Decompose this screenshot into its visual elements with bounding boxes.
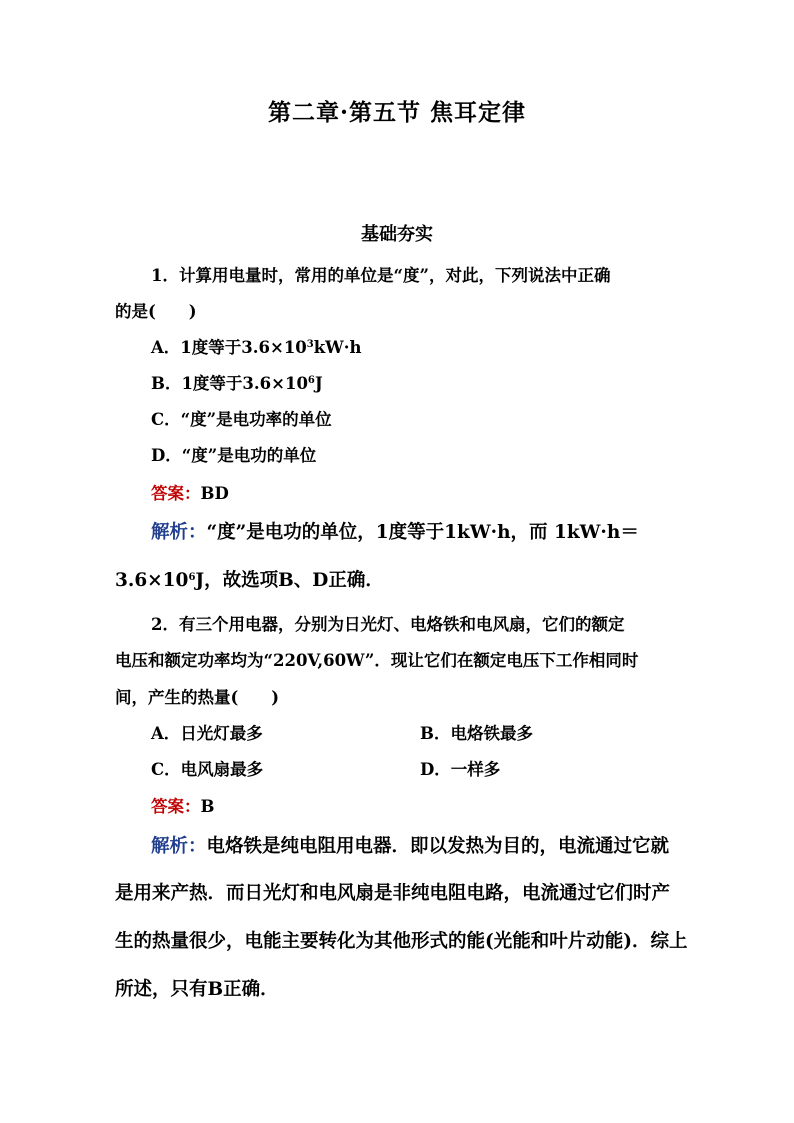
- q1-stem-line1: 1．计算用电量时，常用的单位是“度”，对此，下列说法中正确: [151, 266, 611, 285]
- q2-stem-line1: 2．有三个用电器，分别为日光灯、电烙铁和电风扇，它们的额定: [151, 615, 625, 634]
- q1-option-a-exponent: 3: [306, 339, 314, 350]
- q2-stem-line3: 间，产生的热量( ): [115, 688, 280, 707]
- q1-answer-label: 答案：: [151, 484, 201, 503]
- q2-analysis-label: 解析：: [151, 836, 207, 857]
- q1-option-a-unit: kW·h: [313, 338, 362, 357]
- q1-analysis-line2: [115, 566, 681, 592]
- q1-option-b-exponent: 6: [307, 375, 315, 386]
- q1-option-b-text: B．1度等于3.6×10: [151, 374, 308, 393]
- q1-option-b-unit: J: [314, 374, 323, 393]
- q2-stem-line2: 电压和额定功率均为“220V,60W”．现让它们在额定电压下工作相同时: [115, 651, 639, 670]
- q2-answer-label: 答案：: [151, 797, 201, 816]
- q1-analysis-label: 解析：: [151, 522, 207, 543]
- q1-stem-line2: 的是( ): [115, 302, 197, 321]
- section-heading: 基础夯实: [361, 224, 433, 245]
- q1-analysis-text2-pre: 3.6×10: [115, 570, 189, 591]
- q2-option-d: D．一样多: [420, 760, 501, 779]
- q1-analysis-line1: [151, 518, 681, 544]
- q1-analysis-exponent: 6: [188, 572, 196, 583]
- q2-analysis-line2: 是用来产热．而日光灯和电风扇是非纯电阻电路，电流通过它们时产: [115, 883, 671, 904]
- q1-option-d: D．“度”是电功的单位: [151, 446, 317, 465]
- q1-option-c: C．“度”是电功率的单位: [151, 410, 332, 429]
- q1-analysis-text2-post: J，故选项B、D正确．: [195, 570, 384, 591]
- q1-option-a-text: A．1度等于3.6×10: [151, 338, 307, 357]
- q2-option-b: B．电烙铁最多: [420, 724, 533, 743]
- q1-option-a: [151, 334, 717, 358]
- q2-analysis-line4: 所述，只有B正确．: [115, 979, 279, 1000]
- q2-analysis-line3: 生的热量很少，电能主要转化为其他形式的能(光能和叶片动能)．综上: [115, 931, 688, 952]
- q2-analysis-text1: 电烙铁是纯电阻用电器．即以发热为目的，电流通过它就: [206, 836, 670, 857]
- q2-answer: [151, 793, 717, 817]
- q1-answer-value: BD: [200, 484, 229, 503]
- q2-option-c: C．电风扇最多: [151, 760, 264, 779]
- q1-analysis-text1: “度”是电功的单位，1度等于1kW·h，而 1kW·h＝: [206, 522, 639, 543]
- page-title: 第二章·第五节 焦耳定律: [267, 99, 526, 126]
- q2-analysis-line1: [151, 832, 681, 858]
- q1-option-b: [151, 370, 717, 394]
- q2-answer-value: B: [200, 797, 215, 816]
- q2-option-a: A．日光灯最多: [151, 724, 263, 743]
- q1-answer: [151, 480, 717, 504]
